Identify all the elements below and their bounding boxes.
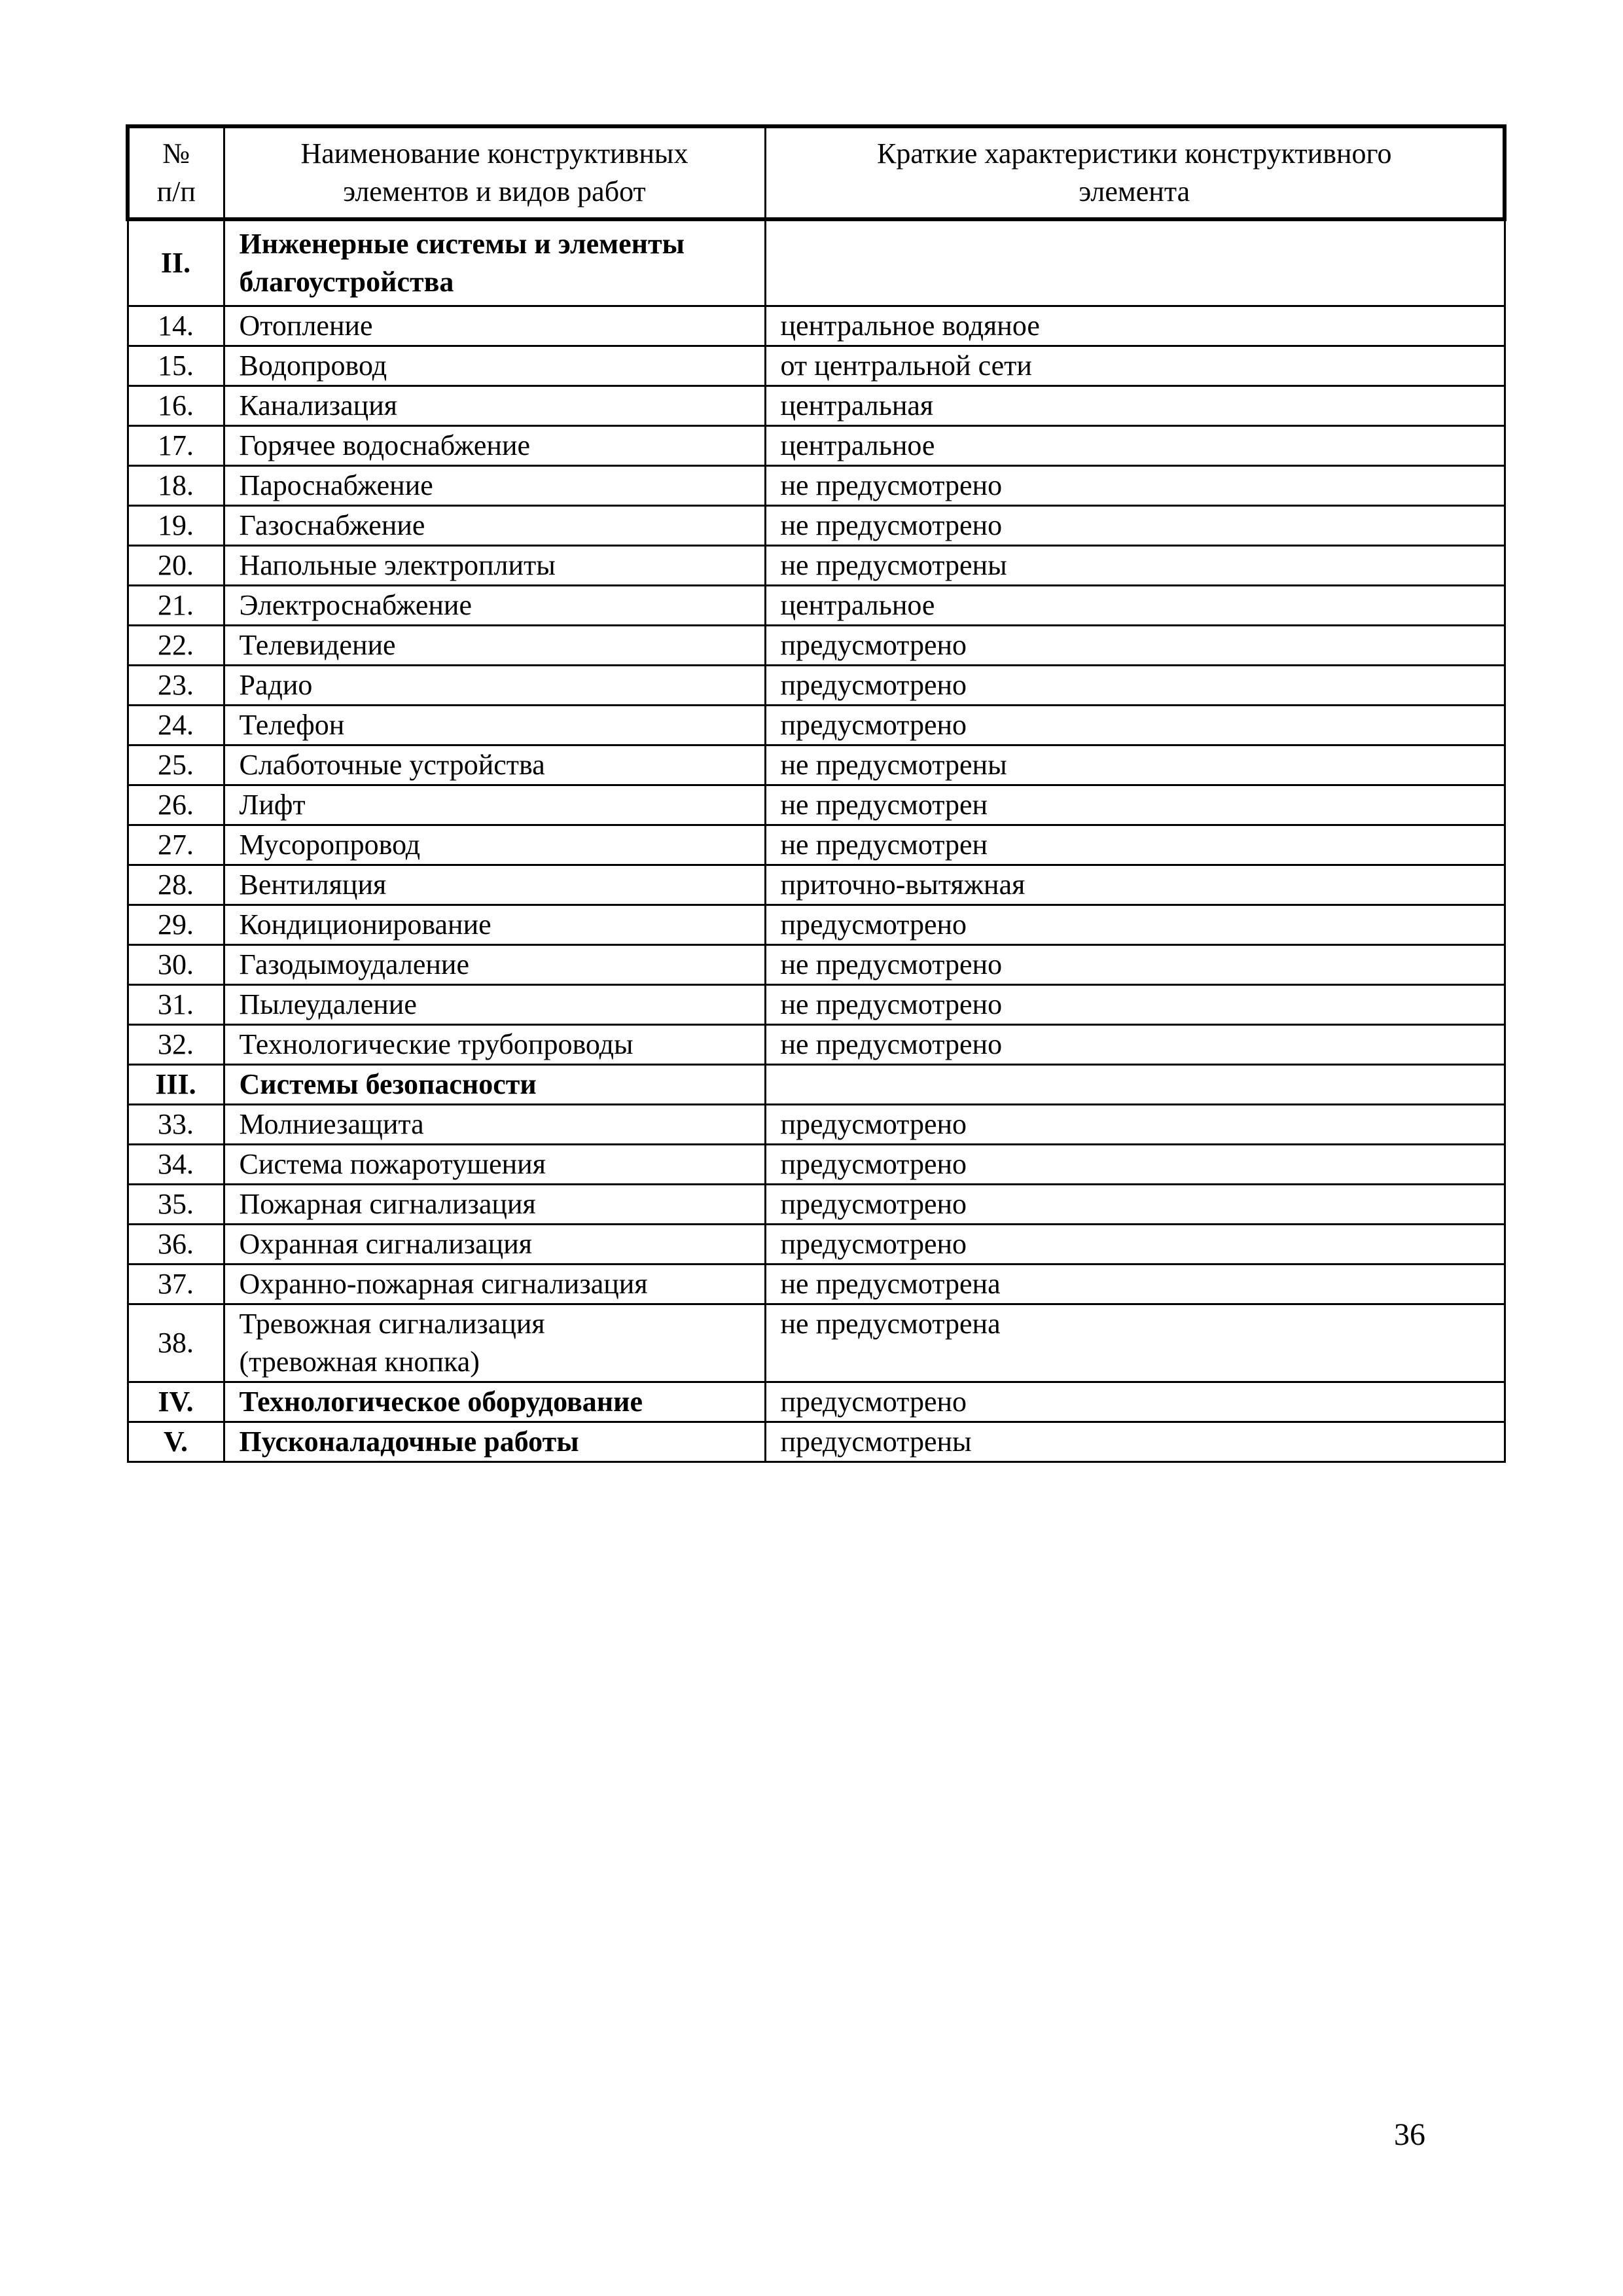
row-number-cell: 24. [128,706,224,745]
row-number-cell: 37. [128,1265,224,1304]
row-name-cell: Молниезащита [224,1105,765,1145]
row-name-cell: Мусоропровод [224,825,765,865]
row-name-cell: Системы безопасности [224,1065,765,1105]
table-row [128,506,1505,546]
row-number-cell: 18. [128,466,224,506]
row-description-cell: не предусмотрена [765,1304,1505,1382]
row-description-cell: приточно-вытяжная [765,865,1505,905]
table-row [128,1265,1505,1304]
row-number-cell: 28. [128,865,224,905]
row-name-cell: Пароснабжение [224,466,765,506]
row-number-cell: 16. [128,386,224,426]
row-name-cell: Телефон [224,706,765,745]
row-number-cell: 27. [128,825,224,865]
table-row [128,1105,1505,1145]
row-name-cell: Тревожная сигнализация (тревожная кнопка) [224,1304,765,1382]
row-name-cell: Система пожаротушения [224,1145,765,1185]
table-row [128,1185,1505,1225]
table-row [128,1025,1505,1065]
row-name-cell: Вентиляция [224,865,765,905]
row-number-cell: 14. [128,306,224,346]
row-name-cell: Радио [224,666,765,706]
row-number-cell: 33. [128,1105,224,1145]
row-number-cell: V. [128,1422,224,1462]
table-row [128,466,1505,506]
table-row [128,386,1505,426]
row-description-cell: не предусмотрено [765,945,1505,985]
row-number-cell: 23. [128,666,224,706]
row-name-cell: Пусконаладочные работы [224,1422,765,1462]
row-name-cell: Газодымоудаление [224,945,765,985]
table-row [128,745,1505,785]
table-row [128,306,1505,346]
row-number-cell: 34. [128,1145,224,1185]
row-description-cell: не предусмотрены [765,745,1505,785]
row-number-cell: 19. [128,506,224,546]
row-description-cell [765,1065,1505,1105]
section-row [128,1065,1505,1105]
row-description-cell: предусмотрены [765,1422,1505,1462]
row-description-cell: центральная [765,386,1505,426]
table-row [128,985,1505,1025]
table-row [128,426,1505,466]
row-name-cell: Пожарная сигнализация [224,1185,765,1225]
section-row [128,219,1505,306]
row-number-cell: 22. [128,626,224,666]
row-description-cell: предусмотрено [765,1185,1505,1225]
row-name-cell: Горячее водоснабжение [224,426,765,466]
row-number-cell: 38. [128,1304,224,1382]
row-description-cell: не предусмотрен [765,785,1505,825]
table-row [128,865,1505,905]
row-description-cell: предусмотрено [765,666,1505,706]
row-number-cell: 21. [128,586,224,626]
row-name-cell: Канализация [224,386,765,426]
row-description-cell [765,219,1505,306]
row-name-cell: Электроснабжение [224,586,765,626]
table-row [128,706,1505,745]
section-row [128,1382,1505,1422]
row-description-cell: предусмотрено [765,905,1505,945]
row-number-cell: III. [128,1065,224,1105]
row-description-cell: не предусмотрены [765,546,1505,586]
row-number-cell: 29. [128,905,224,945]
row-description-cell: не предусмотрено [765,506,1505,546]
row-number-cell: 35. [128,1185,224,1225]
row-number-cell: 32. [128,1025,224,1065]
header-name: Наименование конструктивных элементов и видов работ [224,126,765,219]
row-description-cell: центральное [765,426,1505,466]
table-row [128,1145,1505,1185]
header-description: Краткие характеристики конструктивного элемента [765,126,1505,219]
row-description-cell: предусмотрено [765,1225,1505,1265]
row-number-cell: 31. [128,985,224,1025]
row-number-cell: IV. [128,1382,224,1422]
header-number: № п/п [128,126,224,219]
row-description-cell: предусмотрено [765,1382,1505,1422]
section-row [128,1422,1505,1462]
row-name-cell: Телевидение [224,626,765,666]
row-description-cell: предусмотрено [765,1105,1505,1145]
row-description-cell: предусмотрено [765,1145,1505,1185]
row-name-cell: Отопление [224,306,765,346]
row-name-cell: Слаботочные устройства [224,745,765,785]
table-row [128,825,1505,865]
row-name-cell: Инженерные системы и элементы благоустройства [224,219,765,306]
row-number-cell: 25. [128,745,224,785]
row-name-cell: Технологическое оборудование [224,1382,765,1422]
row-number-cell: 15. [128,346,224,386]
table-row [128,1225,1505,1265]
row-description-cell: предусмотрено [765,706,1505,745]
row-number-cell: 36. [128,1225,224,1265]
table-row [128,346,1505,386]
row-name-cell: Напольные электроплиты [224,546,765,586]
row-description-cell: не предусмотрено [765,985,1505,1025]
table-row [128,1304,1505,1382]
row-description-cell: предусмотрено [765,626,1505,666]
table-row [128,905,1505,945]
table-row [128,666,1505,706]
row-number-cell: 26. [128,785,224,825]
row-description-cell: не предусмотрено [765,1025,1505,1065]
row-description-cell: центральное [765,586,1505,626]
row-name-cell: Водопровод [224,346,765,386]
table-row [128,785,1505,825]
page-number: 36 [1394,2117,1425,2152]
row-description-cell: не предусмотрено [765,466,1505,506]
row-name-cell: Газоснабжение [224,506,765,546]
row-number-cell: 30. [128,945,224,985]
row-description-cell: от центральной сети [765,346,1505,386]
table-row [128,626,1505,666]
row-number-cell: 17. [128,426,224,466]
row-name-cell: Лифт [224,785,765,825]
table-row [128,586,1505,626]
construction-elements-table [126,124,1507,1463]
row-name-cell: Кондиционирование [224,905,765,945]
row-description-cell: не предусмотрен [765,825,1505,865]
row-name-cell: Технологические трубопроводы [224,1025,765,1065]
row-description-cell: центральное водяное [765,306,1505,346]
table-row [128,945,1505,985]
row-number-cell: 20. [128,546,224,586]
row-description-cell: не предусмотрена [765,1265,1505,1304]
table-row [128,546,1505,586]
table-header-row [128,126,1505,219]
row-number-cell: II. [128,219,224,306]
row-name-cell: Пылеудаление [224,985,765,1025]
row-name-cell: Охранно-пожарная сигнализация [224,1265,765,1304]
row-name-cell: Охранная сигнализация [224,1225,765,1265]
